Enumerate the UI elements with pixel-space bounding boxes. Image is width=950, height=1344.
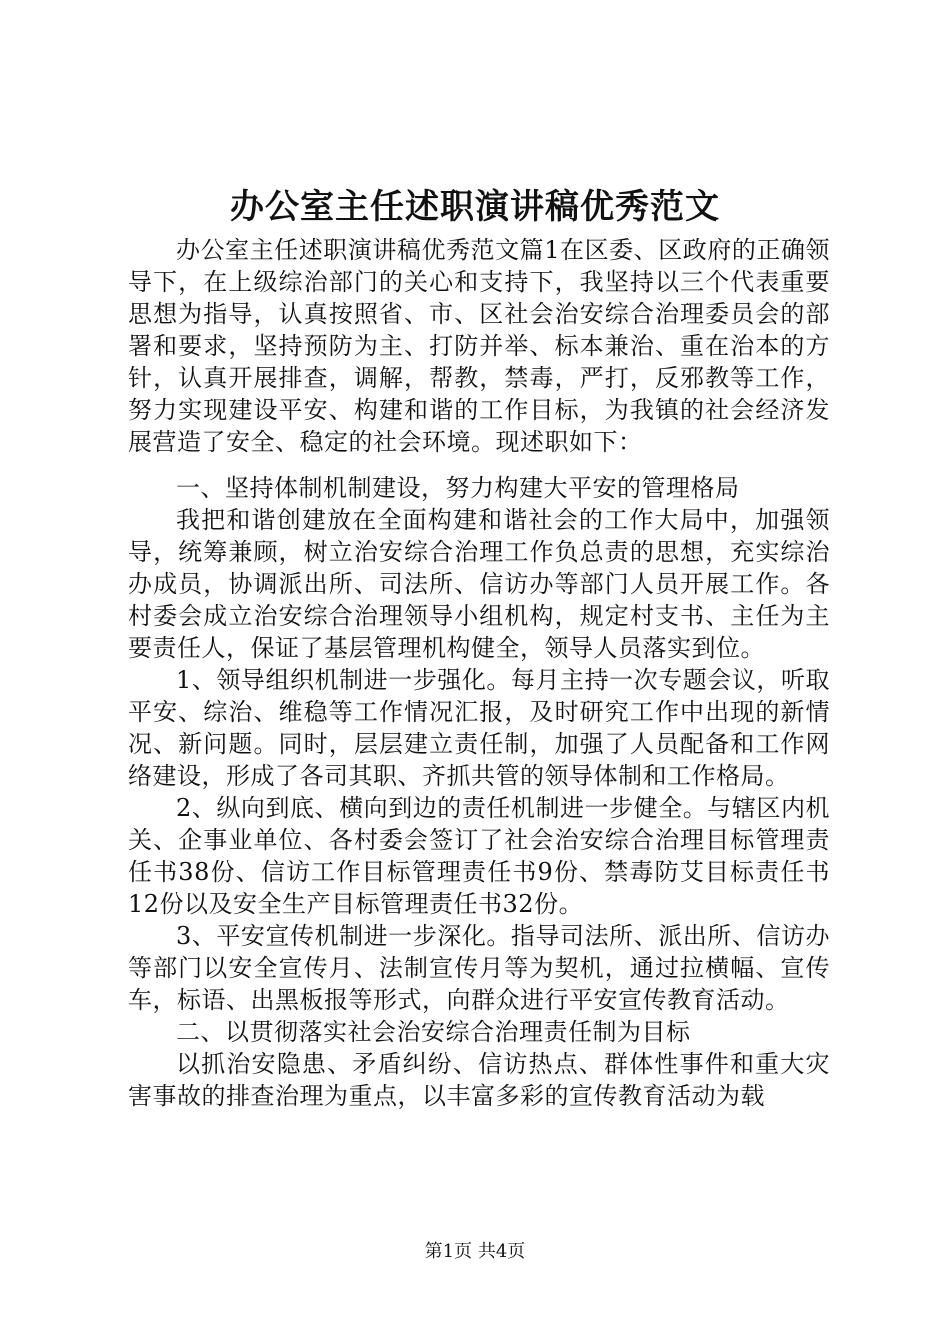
paragraph-item-2: 2、纵向到底、横向到边的责任机制进一步健全。与辖区内机关、企事业单位、各村委会签订了社会治安综合治理目标管理责任书38份、信访工作目标管理责任书9份、禁毒防艾目标责任书12份以及安全生产目标管理责任书32份。 [128, 794, 830, 918]
paragraph-intro: 办公室主任述职演讲稿优秀范文篇1在区委、区政府的正确领导下，在上级综治部门的关心和支持下，我坚持以三个代表重要思想为指导，认真按照省、市、区社会治安综合治理委员会的部署和要求，坚持预防为主、打防并举、标本兼治、重在治本的方针，认真开展排查，调解，帮教，禁毒，严打，反邪教等工作，努力实现建设平安、构建和谐的工作目标，为我镇的社会经济发展营造了安全、稳定的社会环境。现述职如下： [128, 236, 830, 456]
paragraph-item-3: 3、平安宣传机制进一步深化。指导司法所、派出所、信访办等部门以安全宣传月、法制宣传月等为契机，通过拉横幅、宣传车，标语、出黑板报等形式，向群众进行平安宣传教育活动。 [128, 922, 830, 1014]
paragraph-item-1: 1、领导组织机制进一步强化。每月主持一次专题会议，听取平安、综治、维稳等工作情况汇报，及时研究工作中出现的新情况、新问题。同时，层层建立责任制，加强了人员配备和工作网络建设，形成了各司其职、齐抓共管的领导体制和工作格局。 [128, 666, 830, 790]
document-title: 办公室主任述职演讲稿优秀范文 [230, 187, 720, 227]
paragraph-section-2: 以抓治安隐患、矛盾纠纷、信访热点、群体性事件和重大灾害事故的排查治理为重点，以丰富多彩的宣传教育活动为载 [128, 1050, 830, 1110]
paragraph-section-1: 我把和谐创建放在全面构建和谐社会的工作大局中，加强领导，统筹兼顾，树立治安综合治理工作负总责的思想，充实综治办成员，协调派出所、司法所、信访办等部门人员开展工作。各村委会成立治安综合治理领导小组机构，规定村支书、主任为主要责任人，保证了基层管理机构健全，领导人员落实到位。 [128, 506, 830, 662]
page-footer: 第1页 共4页 [424, 1241, 526, 1262]
document-body [128, 234, 830, 1112]
section-heading-2: 二、以贯彻落实社会治安综合治理责任制为目标 [176, 1018, 691, 1046]
section-heading-1: 一、坚持体制机制建设，努力构建大平安的管理格局 [176, 474, 740, 502]
